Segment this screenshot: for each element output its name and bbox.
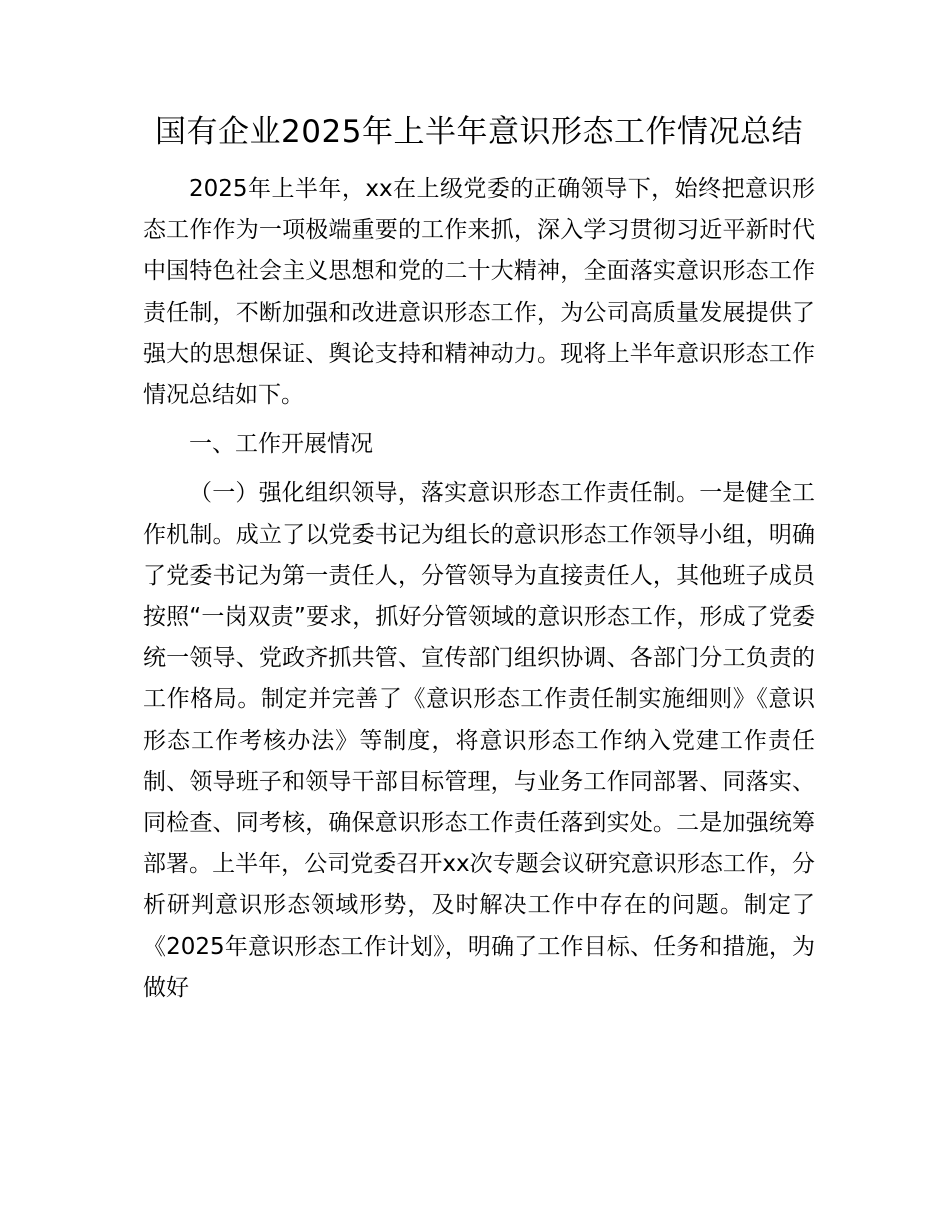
section-heading: 一、工作开展情况 [189,431,373,458]
document-page [143,110,815,1009]
body-paragraph: （一）强化组织领导，落实意识形态工作责任制。一是健全工作机制。成立了以党委书记为组长的意识形态工作领导小组，明确了党委书记为第一责任人，分管领导为直接责任人，其他班子成员按照“一岗双责”要求，抓好分管领域的意识形态工作，形成了党委统一领导、党政齐抓共管、宣传部门组织协调、各部门分工负责的工作格局。制定并完善了《意识形态工作责任制实施细则》《意识形态工作考核办法》等制度，将意识形态工作纳入党建工作责任制、领导班子和领导干部目标管理，与业务工作同部署、同落实、同检查、同考核，确保意识形态工作责任落到实处。二是加强统筹部署。上半年，公司党委召开xx次专题会议研究意识形态工作，分析研判意识形态领域形势，及时解决工作中存在的问题。制定了《2025年意识形态工作计划》，明确了工作目标、任务和措施，为做好 [143,480,815,1001]
document-title: 国有企业2025年上半年意识形态工作情况总结 [155,114,803,150]
intro-paragraph: 2025年上半年，xx在上级党委的正确领导下，始终把意识形态工作作为一项极端重要的工作来抓，深入学习贯彻习近平新时代中国特色社会主义思想和党的二十大精神，全面落实意识形态工作责任制，不断加强和改进意识形态工作，为公司高质量发展提供了强大的思想保证、舆论支持和精神动力。现将上半年意识形态工作情况总结如下。 [143,176,815,409]
